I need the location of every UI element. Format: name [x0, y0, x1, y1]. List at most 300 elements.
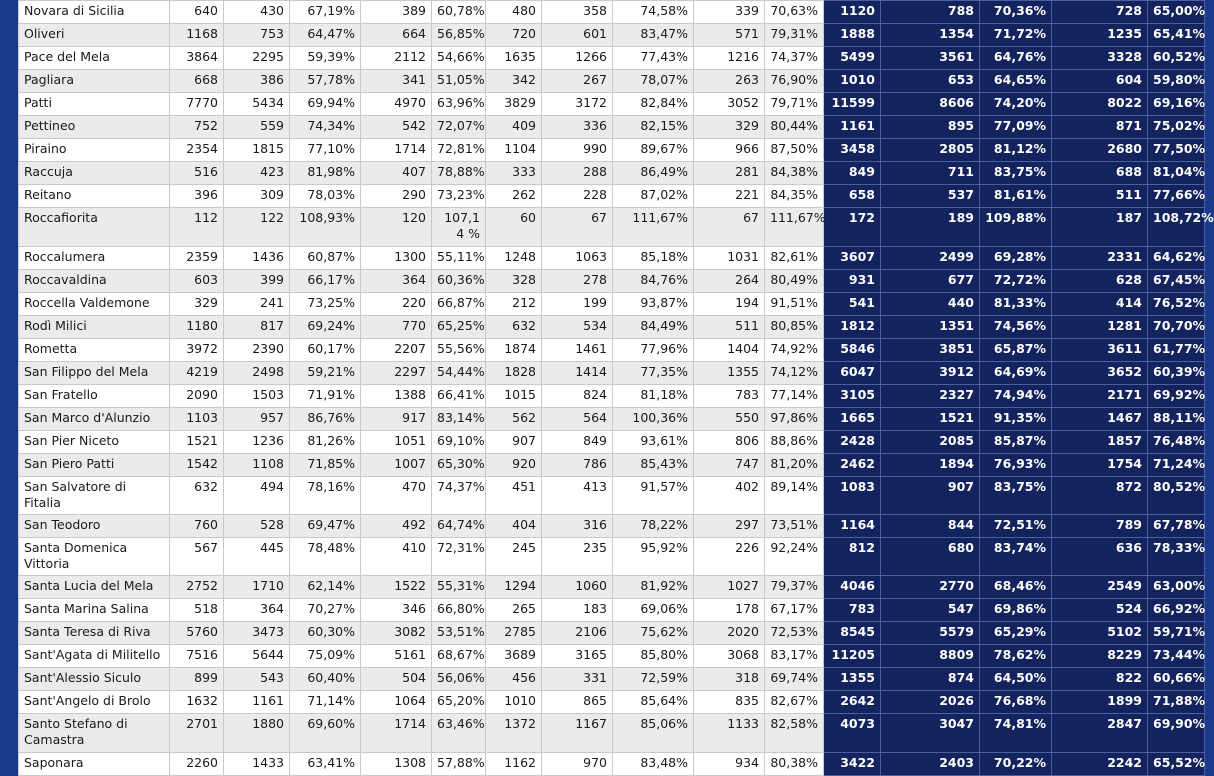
turnout-table	[18, 0, 1214, 776]
turnout-pct-a-cell: 71,85%	[290, 454, 361, 477]
valid-pct-b-cell: 72,53%	[765, 622, 824, 645]
total-valid-cell: 604	[1052, 70, 1148, 93]
total-voters-cell: 2770	[881, 576, 980, 599]
electors-b-cell: 451	[486, 477, 542, 515]
total-turnout-pct-cell: 74,81%	[980, 714, 1052, 753]
electors-a-cell: 2701	[170, 714, 224, 753]
valid-pct-b-cell: 92,24%	[765, 538, 824, 576]
electors-b-cell: 1874	[486, 339, 542, 362]
turnout-pct-b-cell: 69,06%	[613, 599, 694, 622]
valid-pct-a-cell: 60,36%	[432, 270, 486, 293]
valid-a-cell: 504	[361, 668, 432, 691]
turnout-pct-b-cell: 77,43%	[613, 47, 694, 70]
voters-a-cell: 543	[224, 668, 290, 691]
electors-b-cell: 456	[486, 668, 542, 691]
valid-a-cell: 1388	[361, 385, 432, 408]
comune-name-cell: Sant'Alessio Siculo	[19, 668, 170, 691]
total-turnout-pct-cell: 68,46%	[980, 576, 1052, 599]
table-row	[19, 454, 1205, 477]
total-valid-cell: 2242	[1052, 753, 1148, 776]
comune-name-cell: Saponara	[19, 753, 170, 776]
valid-b-cell: 1404	[694, 339, 765, 362]
electors-b-cell: 920	[486, 454, 542, 477]
total-voters-cell: 547	[881, 599, 980, 622]
voters-b-cell: 336	[542, 116, 613, 139]
voters-a-cell: 241	[224, 293, 290, 316]
valid-a-cell: 341	[361, 70, 432, 93]
table-row	[19, 339, 1205, 362]
table-row	[19, 139, 1205, 162]
voters-b-cell: 1266	[542, 47, 613, 70]
voters-a-cell: 1236	[224, 431, 290, 454]
valid-pct-a-cell: 56,06%	[432, 668, 486, 691]
comune-name-cell: Pagliara	[19, 70, 170, 93]
valid-pct-a-cell: 74,37%	[432, 477, 486, 515]
table-row	[19, 24, 1205, 47]
total-voters-cell: 711	[881, 162, 980, 185]
total-valid-cell: 5102	[1052, 622, 1148, 645]
turnout-pct-a-cell: 69,94%	[290, 93, 361, 116]
comune-name-cell: Santa Domenica Vittoria	[19, 538, 170, 576]
valid-a-cell: 492	[361, 515, 432, 538]
total-electors-cell: 1120	[824, 1, 881, 24]
valid-pct-a-cell: 83,14%	[432, 408, 486, 431]
total-valid-pct-cell: 71,24%	[1148, 454, 1205, 477]
turnout-pct-b-cell: 78,22%	[613, 515, 694, 538]
turnout-pct-a-cell: 71,91%	[290, 385, 361, 408]
valid-b-cell: 1027	[694, 576, 765, 599]
turnout-pct-a-cell: 108,93%	[290, 208, 361, 247]
turnout-pct-a-cell: 73,25%	[290, 293, 361, 316]
voters-b-cell: 534	[542, 316, 613, 339]
table-row	[19, 362, 1205, 385]
turnout-pct-b-cell: 77,35%	[613, 362, 694, 385]
voters-a-cell: 3473	[224, 622, 290, 645]
total-valid-cell: 636	[1052, 538, 1148, 576]
turnout-pct-b-cell: 72,59%	[613, 668, 694, 691]
valid-pct-a-cell: 72,31%	[432, 538, 486, 576]
turnout-pct-a-cell: 81,98%	[290, 162, 361, 185]
valid-pct-a-cell: 56,85%	[432, 24, 486, 47]
total-valid-cell: 1281	[1052, 316, 1148, 339]
voters-a-cell: 1710	[224, 576, 290, 599]
total-valid-cell: 414	[1052, 293, 1148, 316]
valid-pct-a-cell: 51,05%	[432, 70, 486, 93]
voters-b-cell: 1063	[542, 247, 613, 270]
total-voters-cell: 3912	[881, 362, 980, 385]
comune-name-cell: Pettineo	[19, 116, 170, 139]
table-row	[19, 270, 1205, 293]
voters-b-cell: 199	[542, 293, 613, 316]
valid-a-cell: 1308	[361, 753, 432, 776]
electors-b-cell: 1635	[486, 47, 542, 70]
voters-a-cell: 5434	[224, 93, 290, 116]
table-row	[19, 385, 1205, 408]
total-valid-cell: 1899	[1052, 691, 1148, 714]
turnout-pct-a-cell: 67,19%	[290, 1, 361, 24]
voters-a-cell: 386	[224, 70, 290, 93]
total-voters-cell: 680	[881, 538, 980, 576]
valid-pct-a-cell: 107,14 %	[432, 208, 486, 247]
electors-b-cell: 3689	[486, 645, 542, 668]
electors-a-cell: 752	[170, 116, 224, 139]
valid-a-cell: 1007	[361, 454, 432, 477]
valid-a-cell: 290	[361, 185, 432, 208]
total-electors-cell: 541	[824, 293, 881, 316]
total-electors-cell: 8545	[824, 622, 881, 645]
total-valid-cell: 1857	[1052, 431, 1148, 454]
total-voters-cell: 3851	[881, 339, 980, 362]
valid-a-cell: 5161	[361, 645, 432, 668]
valid-pct-b-cell: 76,90%	[765, 70, 824, 93]
valid-a-cell: 1064	[361, 691, 432, 714]
turnout-pct-b-cell: 87,02%	[613, 185, 694, 208]
valid-pct-a-cell: 65,30%	[432, 454, 486, 477]
voters-b-cell: 235	[542, 538, 613, 576]
valid-pct-a-cell: 66,41%	[432, 385, 486, 408]
electors-b-cell: 1248	[486, 247, 542, 270]
valid-pct-a-cell: 54,44%	[432, 362, 486, 385]
comune-name-cell: Patti	[19, 93, 170, 116]
valid-pct-a-cell: 65,20%	[432, 691, 486, 714]
valid-pct-a-cell: 55,11%	[432, 247, 486, 270]
electors-b-cell: 328	[486, 270, 542, 293]
total-electors-cell: 1888	[824, 24, 881, 47]
valid-pct-b-cell: 91,51%	[765, 293, 824, 316]
valid-a-cell: 542	[361, 116, 432, 139]
electors-a-cell: 2260	[170, 753, 224, 776]
total-valid-cell: 1467	[1052, 408, 1148, 431]
electors-b-cell: 1372	[486, 714, 542, 753]
comune-name-cell: San Filippo del Mela	[19, 362, 170, 385]
turnout-pct-a-cell: 74,34%	[290, 116, 361, 139]
electors-a-cell: 1168	[170, 24, 224, 47]
total-electors-cell: 812	[824, 538, 881, 576]
turnout-pct-a-cell: 59,21%	[290, 362, 361, 385]
valid-a-cell: 1522	[361, 576, 432, 599]
valid-b-cell: 67	[694, 208, 765, 247]
voters-a-cell: 753	[224, 24, 290, 47]
turnout-pct-a-cell: 78,16%	[290, 477, 361, 515]
total-electors-cell: 2428	[824, 431, 881, 454]
total-voters-cell: 788	[881, 1, 980, 24]
total-voters-cell: 874	[881, 668, 980, 691]
table-row	[19, 162, 1205, 185]
electors-b-cell: 212	[486, 293, 542, 316]
total-voters-cell: 1521	[881, 408, 980, 431]
valid-a-cell: 1051	[361, 431, 432, 454]
turnout-pct-a-cell: 62,14%	[290, 576, 361, 599]
valid-a-cell: 1714	[361, 714, 432, 753]
voters-b-cell: 865	[542, 691, 613, 714]
table-row	[19, 576, 1205, 599]
valid-pct-a-cell: 63,46%	[432, 714, 486, 753]
total-turnout-pct-cell: 74,56%	[980, 316, 1052, 339]
total-electors-cell: 5499	[824, 47, 881, 70]
valid-b-cell: 550	[694, 408, 765, 431]
valid-pct-b-cell: 97,86%	[765, 408, 824, 431]
valid-a-cell: 120	[361, 208, 432, 247]
total-valid-cell: 2847	[1052, 714, 1148, 753]
electors-b-cell: 720	[486, 24, 542, 47]
total-electors-cell: 3422	[824, 753, 881, 776]
electors-b-cell: 409	[486, 116, 542, 139]
total-turnout-pct-cell: 77,09%	[980, 116, 1052, 139]
table-row	[19, 515, 1205, 538]
total-turnout-pct-cell: 91,35%	[980, 408, 1052, 431]
total-valid-pct-cell: 60,52%	[1148, 47, 1205, 70]
total-valid-cell: 2549	[1052, 576, 1148, 599]
total-turnout-pct-cell: 81,12%	[980, 139, 1052, 162]
turnout-pct-b-cell: 81,92%	[613, 576, 694, 599]
total-valid-pct-cell: 80,52%	[1148, 477, 1205, 515]
valid-b-cell: 2020	[694, 622, 765, 645]
electors-a-cell: 567	[170, 538, 224, 576]
voters-b-cell: 228	[542, 185, 613, 208]
valid-a-cell: 470	[361, 477, 432, 515]
voters-a-cell: 559	[224, 116, 290, 139]
total-turnout-pct-cell: 65,87%	[980, 339, 1052, 362]
turnout-pct-b-cell: 100,36%	[613, 408, 694, 431]
voters-b-cell: 2106	[542, 622, 613, 645]
table-row	[19, 47, 1205, 70]
total-valid-pct-cell: 65,41%	[1148, 24, 1205, 47]
turnout-pct-b-cell: 85,80%	[613, 645, 694, 668]
table-row	[19, 431, 1205, 454]
total-valid-cell: 3611	[1052, 339, 1148, 362]
valid-pct-a-cell: 60,78%	[432, 1, 486, 24]
comune-name-cell: Rometta	[19, 339, 170, 362]
electors-b-cell: 562	[486, 408, 542, 431]
total-electors-cell: 11205	[824, 645, 881, 668]
total-voters-cell: 2805	[881, 139, 980, 162]
turnout-pct-b-cell: 93,61%	[613, 431, 694, 454]
comune-name-cell: Raccuja	[19, 162, 170, 185]
total-valid-pct-cell: 76,52%	[1148, 293, 1205, 316]
valid-pct-b-cell: 84,38%	[765, 162, 824, 185]
turnout-pct-a-cell: 60,30%	[290, 622, 361, 645]
valid-pct-a-cell: 68,67%	[432, 645, 486, 668]
valid-pct-b-cell: 67,17%	[765, 599, 824, 622]
total-valid-cell: 2331	[1052, 247, 1148, 270]
total-valid-pct-cell: 78,33%	[1148, 538, 1205, 576]
voters-b-cell: 3172	[542, 93, 613, 116]
valid-a-cell: 2112	[361, 47, 432, 70]
valid-pct-b-cell: 83,17%	[765, 645, 824, 668]
voters-a-cell: 1161	[224, 691, 290, 714]
electors-a-cell: 760	[170, 515, 224, 538]
turnout-pct-b-cell: 74,58%	[613, 1, 694, 24]
table-row	[19, 116, 1205, 139]
total-turnout-pct-cell: 72,72%	[980, 270, 1052, 293]
total-voters-cell: 189	[881, 208, 980, 247]
turnout-pct-a-cell: 81,26%	[290, 431, 361, 454]
valid-pct-b-cell: 69,74%	[765, 668, 824, 691]
valid-pct-b-cell: 79,31%	[765, 24, 824, 47]
voters-b-cell: 316	[542, 515, 613, 538]
electors-a-cell: 899	[170, 668, 224, 691]
voters-b-cell: 278	[542, 270, 613, 293]
turnout-pct-a-cell: 66,17%	[290, 270, 361, 293]
turnout-pct-a-cell: 60,17%	[290, 339, 361, 362]
electors-b-cell: 907	[486, 431, 542, 454]
table-row	[19, 1, 1205, 24]
total-electors-cell: 11599	[824, 93, 881, 116]
valid-pct-b-cell: 89,14%	[765, 477, 824, 515]
total-valid-pct-cell: 60,39%	[1148, 362, 1205, 385]
total-valid-pct-cell: 69,92%	[1148, 385, 1205, 408]
electors-b-cell: 632	[486, 316, 542, 339]
valid-b-cell: 263	[694, 70, 765, 93]
total-valid-pct-cell: 60,66%	[1148, 668, 1205, 691]
total-valid-pct-cell: 59,80%	[1148, 70, 1205, 93]
comune-name-cell: Reitano	[19, 185, 170, 208]
total-electors-cell: 6047	[824, 362, 881, 385]
total-turnout-pct-cell: 78,62%	[980, 645, 1052, 668]
total-valid-cell: 822	[1052, 668, 1148, 691]
electors-a-cell: 518	[170, 599, 224, 622]
valid-a-cell: 346	[361, 599, 432, 622]
electors-a-cell: 2354	[170, 139, 224, 162]
total-turnout-pct-cell: 85,87%	[980, 431, 1052, 454]
electors-a-cell: 3864	[170, 47, 224, 70]
total-electors-cell: 931	[824, 270, 881, 293]
turnout-pct-a-cell: 63,41%	[290, 753, 361, 776]
comune-name-cell: Novara di Sicilia	[19, 1, 170, 24]
turnout-pct-a-cell: 59,39%	[290, 47, 361, 70]
table-row	[19, 538, 1205, 576]
turnout-pct-a-cell: 78,48%	[290, 538, 361, 576]
total-voters-cell: 1894	[881, 454, 980, 477]
valid-pct-b-cell: 80,38%	[765, 753, 824, 776]
total-electors-cell: 1355	[824, 668, 881, 691]
valid-pct-b-cell: 82,67%	[765, 691, 824, 714]
turnout-pct-a-cell: 69,24%	[290, 316, 361, 339]
turnout-pct-b-cell: 95,92%	[613, 538, 694, 576]
total-electors-cell: 2462	[824, 454, 881, 477]
total-valid-cell: 1754	[1052, 454, 1148, 477]
total-valid-pct-cell: 81,04%	[1148, 162, 1205, 185]
electors-a-cell: 1632	[170, 691, 224, 714]
voters-a-cell: 309	[224, 185, 290, 208]
total-valid-pct-cell: 108,72%	[1148, 208, 1205, 247]
total-turnout-pct-cell: 81,61%	[980, 185, 1052, 208]
electors-b-cell: 3829	[486, 93, 542, 116]
valid-pct-a-cell: 54,66%	[432, 47, 486, 70]
total-voters-cell: 2085	[881, 431, 980, 454]
total-voters-cell: 3561	[881, 47, 980, 70]
voters-a-cell: 2498	[224, 362, 290, 385]
total-voters-cell: 1351	[881, 316, 980, 339]
total-electors-cell: 1812	[824, 316, 881, 339]
total-electors-cell: 172	[824, 208, 881, 247]
valid-pct-b-cell: 79,37%	[765, 576, 824, 599]
table-row	[19, 247, 1205, 270]
valid-pct-b-cell: 81,20%	[765, 454, 824, 477]
electors-a-cell: 329	[170, 293, 224, 316]
valid-b-cell: 934	[694, 753, 765, 776]
total-valid-pct-cell: 88,11%	[1148, 408, 1205, 431]
voters-b-cell: 331	[542, 668, 613, 691]
voters-a-cell: 5644	[224, 645, 290, 668]
total-voters-cell: 653	[881, 70, 980, 93]
valid-pct-a-cell: 66,80%	[432, 599, 486, 622]
electors-b-cell: 1294	[486, 576, 542, 599]
turnout-pct-b-cell: 83,48%	[613, 753, 694, 776]
total-voters-cell: 844	[881, 515, 980, 538]
valid-b-cell: 339	[694, 1, 765, 24]
voters-a-cell: 528	[224, 515, 290, 538]
voters-a-cell: 2295	[224, 47, 290, 70]
voters-b-cell: 1461	[542, 339, 613, 362]
valid-a-cell: 1300	[361, 247, 432, 270]
electors-b-cell: 480	[486, 1, 542, 24]
voters-b-cell: 67	[542, 208, 613, 247]
total-electors-cell: 1161	[824, 116, 881, 139]
total-valid-pct-cell: 77,66%	[1148, 185, 1205, 208]
valid-pct-b-cell: 82,61%	[765, 247, 824, 270]
electors-a-cell: 1103	[170, 408, 224, 431]
table-row	[19, 622, 1205, 645]
valid-pct-a-cell: 53,51%	[432, 622, 486, 645]
voters-b-cell: 824	[542, 385, 613, 408]
total-valid-pct-cell: 65,52%	[1148, 753, 1205, 776]
voters-b-cell: 183	[542, 599, 613, 622]
table-row	[19, 714, 1205, 753]
electors-b-cell: 245	[486, 538, 542, 576]
voters-a-cell: 1436	[224, 247, 290, 270]
total-turnout-pct-cell: 83,75%	[980, 162, 1052, 185]
electors-a-cell: 7516	[170, 645, 224, 668]
turnout-pct-b-cell: 85,06%	[613, 714, 694, 753]
electors-a-cell: 668	[170, 70, 224, 93]
comune-name-cell: San Fratello	[19, 385, 170, 408]
total-valid-pct-cell: 64,62%	[1148, 247, 1205, 270]
valid-pct-a-cell: 72,81%	[432, 139, 486, 162]
turnout-pct-b-cell: 86,49%	[613, 162, 694, 185]
total-electors-cell: 4073	[824, 714, 881, 753]
total-turnout-pct-cell: 109,88%	[980, 208, 1052, 247]
turnout-pct-b-cell: 84,76%	[613, 270, 694, 293]
voters-a-cell: 1815	[224, 139, 290, 162]
table-row	[19, 691, 1205, 714]
valid-b-cell: 3052	[694, 93, 765, 116]
valid-pct-b-cell: 73,51%	[765, 515, 824, 538]
voters-a-cell: 423	[224, 162, 290, 185]
total-electors-cell: 3458	[824, 139, 881, 162]
comune-name-cell: San Pier Niceto	[19, 431, 170, 454]
valid-b-cell: 747	[694, 454, 765, 477]
electors-a-cell: 632	[170, 477, 224, 515]
voters-b-cell: 601	[542, 24, 613, 47]
total-electors-cell: 3607	[824, 247, 881, 270]
valid-a-cell: 220	[361, 293, 432, 316]
total-electors-cell: 3105	[824, 385, 881, 408]
turnout-pct-b-cell: 85,64%	[613, 691, 694, 714]
valid-pct-a-cell: 55,56%	[432, 339, 486, 362]
valid-pct-a-cell: 64,74%	[432, 515, 486, 538]
voters-a-cell: 1503	[224, 385, 290, 408]
total-valid-cell: 187	[1052, 208, 1148, 247]
total-turnout-pct-cell: 71,72%	[980, 24, 1052, 47]
total-valid-pct-cell: 67,45%	[1148, 270, 1205, 293]
turnout-pct-a-cell: 64,47%	[290, 24, 361, 47]
total-turnout-pct-cell: 64,76%	[980, 47, 1052, 70]
total-voters-cell: 8809	[881, 645, 980, 668]
total-valid-cell: 728	[1052, 1, 1148, 24]
valid-pct-b-cell: 111,67%	[765, 208, 824, 247]
valid-pct-b-cell: 77,14%	[765, 385, 824, 408]
